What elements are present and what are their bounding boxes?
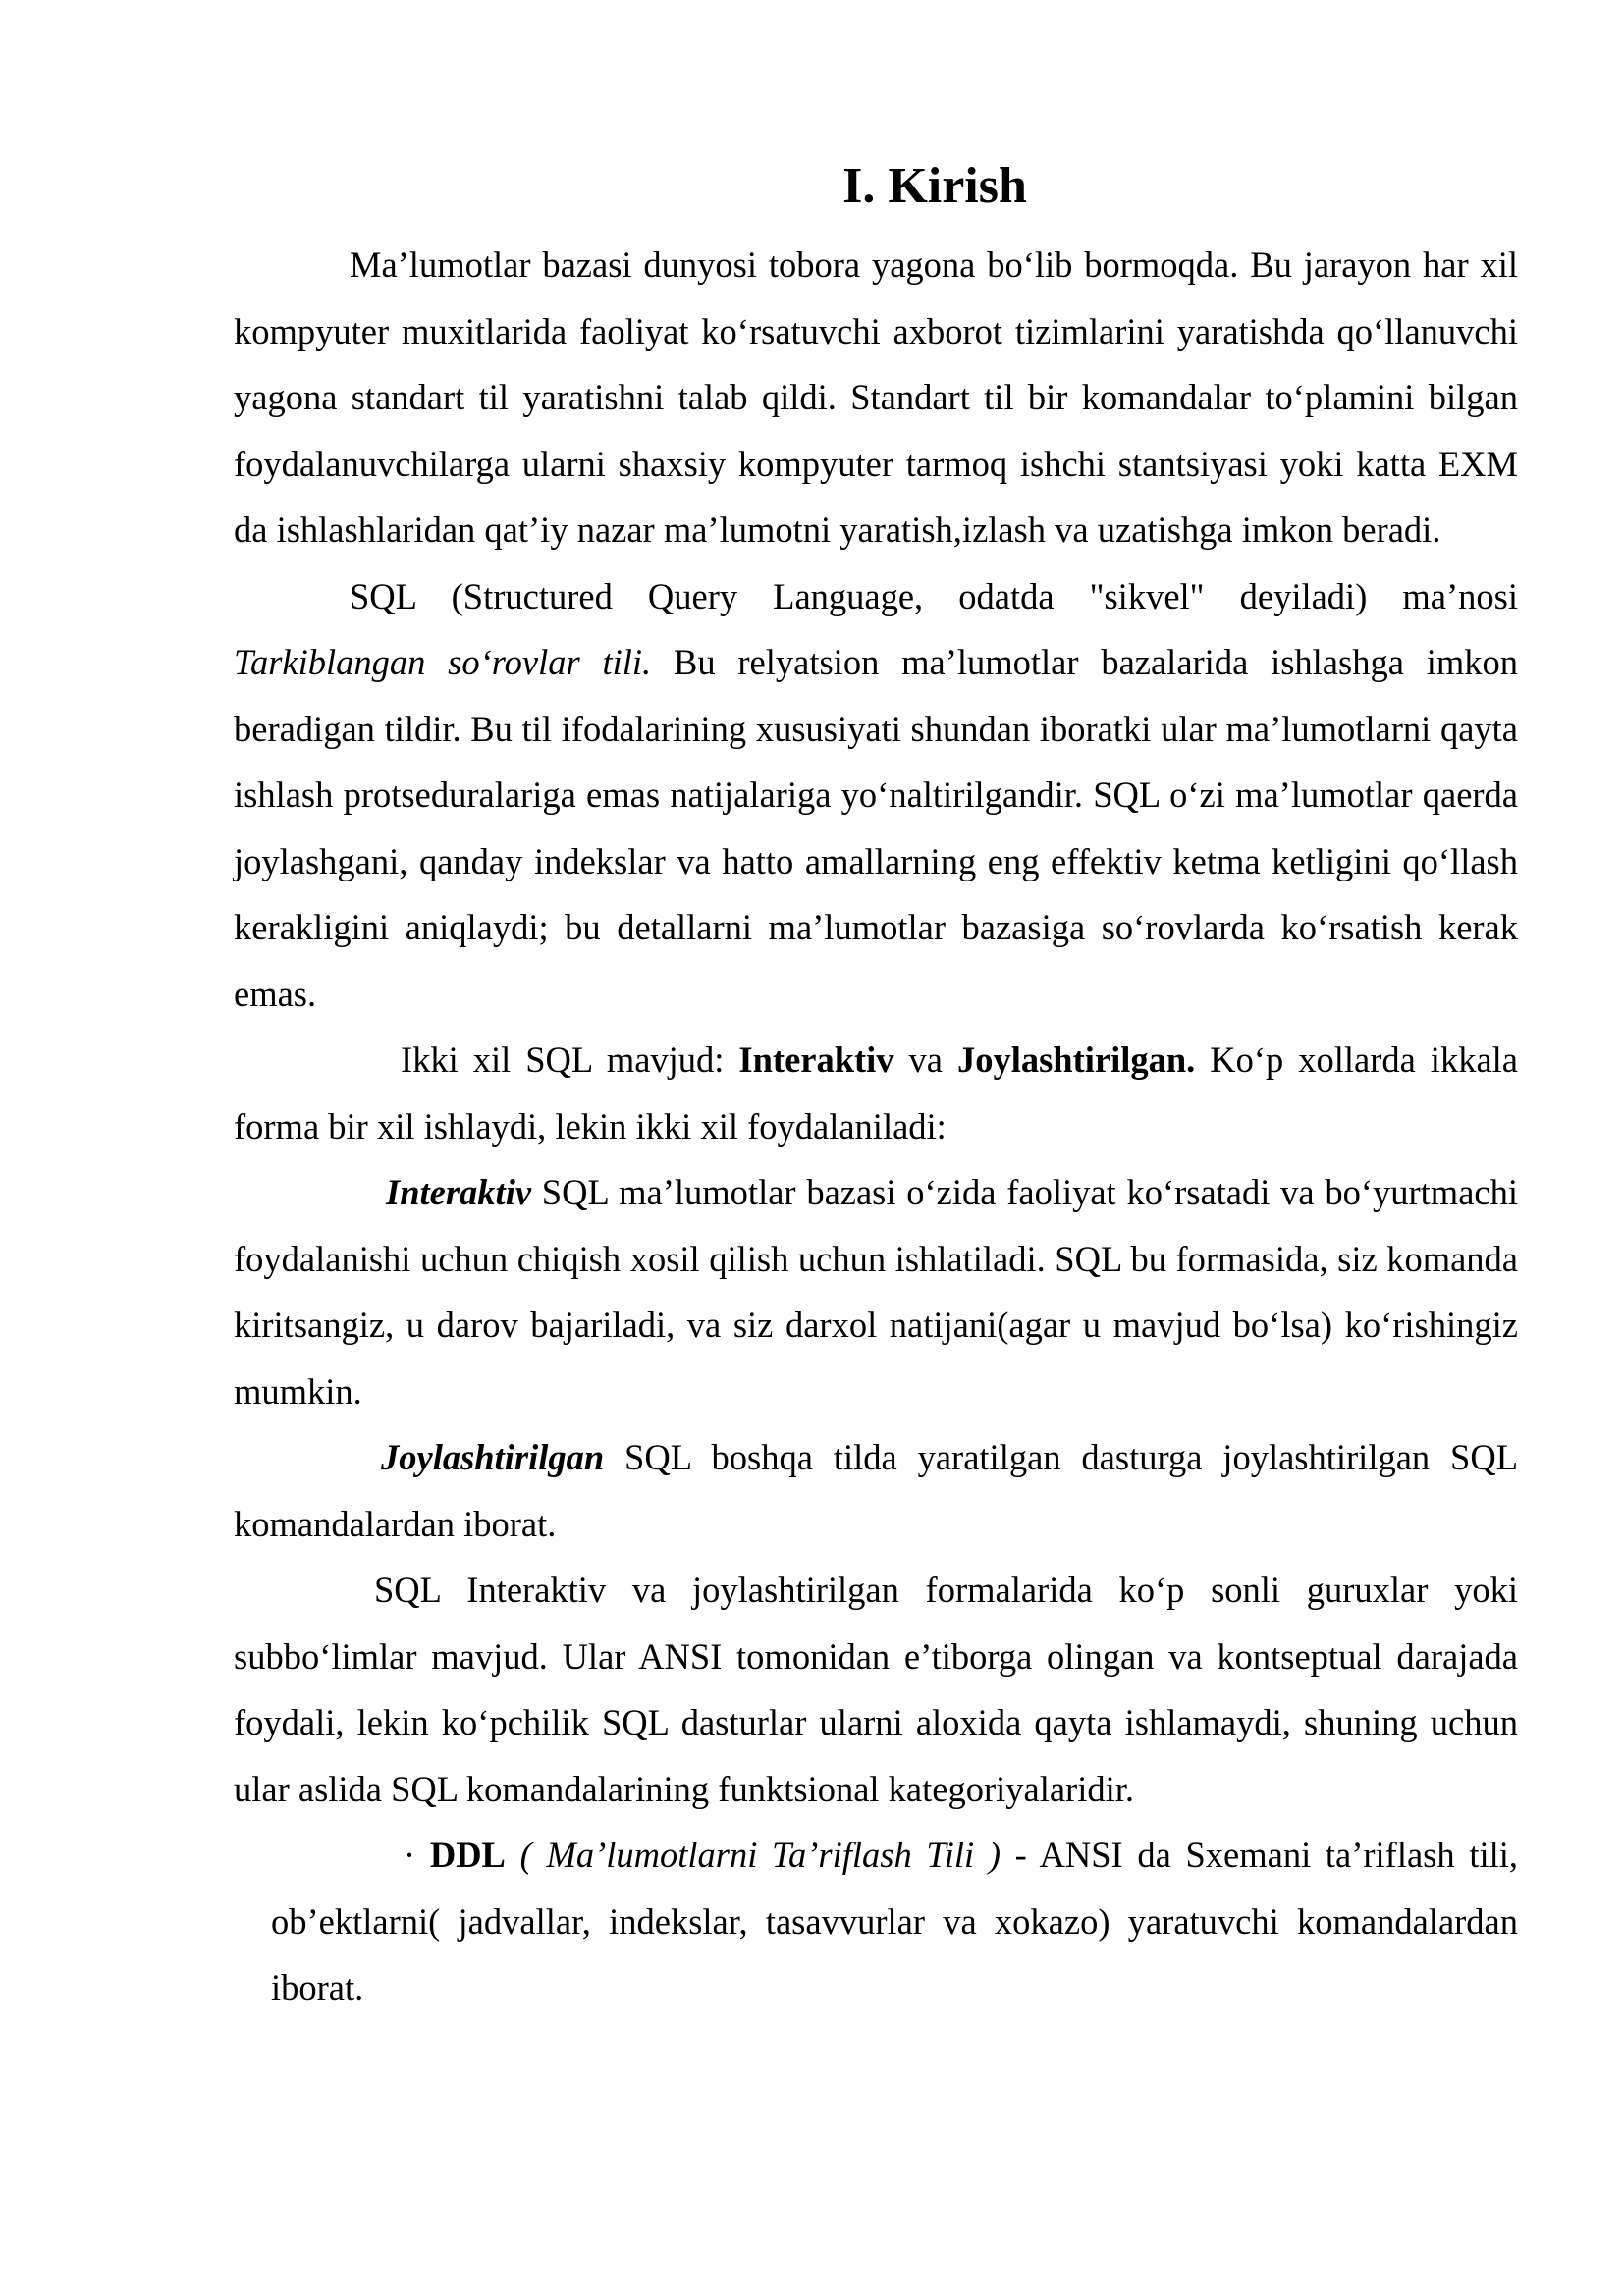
p3-rest: Ko‘p xollarda ikkala forma bir xil ishlaydi, lekin ikki xil foydalaniladi: (234, 1040, 1518, 1147)
page-title: I. Kirish (842, 158, 1027, 214)
p3-lead: Ikki xil SQL mavjud: (401, 1040, 739, 1080)
p3-bold-joylashtirilgan: Joylashtirilgan. (956, 1040, 1196, 1080)
p4-rest: SQL ma’lumotlar bazasi o‘zida faoliyat ko‘rsatadi va bo‘yurtmachi foydalanishi uchun chiqish xosil qilish uchun ishlatiladi. SQL bu formasida, siz komanda kiritsangiz, u darov bajariladi, va siz darxol natijani(agar u mavjud bo‘lsa) ko‘rishingiz mumkin. (234, 1172, 1518, 1412)
bullet-icon: · (404, 1835, 430, 1875)
p3-bold-interaktiv: Interaktiv (738, 1040, 894, 1080)
list-item-term: DDL (429, 1835, 506, 1875)
p5-rest: SQL boshqa tilda yaratilgan dasturga joylashtirilgan SQL komandalardan iborat. (234, 1437, 1518, 1544)
list-item (271, 1822, 1518, 2021)
paragraph-1: Ma’lumotlar bazasi dunyosi tobora yagona bo‘lib bormoqda. Bu jarayon har xil kompyuter muxitlarida faoliyat ko‘rsatuvchi axborot tizimlarini yaratishda qo‘llanuvchi yagona standart til yaratishni talab qildi. Standart til bir komandalar to‘plamini bilgan foydalanuvchilarga ularni shaxsiy kompyuter tarmoq ishchi stantsiyasi yoki katta EXM da ishlashlaridan qat’iy nazar ma’lumotni yaratish,izlash va uzatishga imkon beradi. (234, 244, 1518, 550)
p2-rest: Bu relyatsion ma’lumotlar bazalarida ishlashga imkon beradigan tildir. Bu til ifodalarining xususiyati shundan iboratki ular ma’lumotlarni qayta ishlash protseduralariga emas natijalariga yo‘naltirilgandir. SQL o‘zi ma’lumotlar qaerda joylashgani, qanday indekslar va hatto amallarning eng effektiv ketma ketligini qo‘llash kerakligini aniqlaydi; bu detallarni ma’lumotlar bazasiga so‘rovlarda ko‘rsatish kerak emas. (234, 642, 1518, 1014)
bullet-list (271, 1822, 1518, 2021)
document-page (234, 147, 1518, 2021)
paragraph-4 (234, 1159, 1518, 1424)
paragraph-5 (234, 1424, 1518, 1557)
paragraph-6: SQL Interaktiv va joylashtirilgan formalarida ko‘p sonli guruxlar yoki subbo‘limlar mavjud. Ular ANSI tomonidan e’tiborga olingan va kontseptual darajada foydali, lekin ko‘pchilik SQL dasturlar ularni aloxida qayta ishlamaydi, shuning uchun ular aslida SQL komandalarining funktsional kategoriyalaridir. (234, 1570, 1518, 1809)
p5-term: Joylashtirilgan (381, 1437, 605, 1477)
p2-italic-term: Tarkiblangan so‘rovlar tili. (234, 642, 652, 682)
list-item-rest: - ANSI da Sxemani ta’riflash tili, ob’ektlarni( jadvallar, indekslar, tasavvurlar va xokazo) yaratuvchi komandalardan iborat. (271, 1835, 1519, 2007)
paragraph-3 (234, 1027, 1518, 1159)
paragraph-2 (234, 563, 1518, 1028)
p2-lead: SQL (Structured Query Language, odatda "sikvel" deyiladi) ma’nosi (350, 575, 1518, 616)
p4-term: Interaktiv (386, 1172, 532, 1212)
list-item-italic: ( Ma’lumotlarni Ta’riflash Tili ) (505, 1835, 1001, 1875)
p3-mid: va (893, 1040, 957, 1080)
